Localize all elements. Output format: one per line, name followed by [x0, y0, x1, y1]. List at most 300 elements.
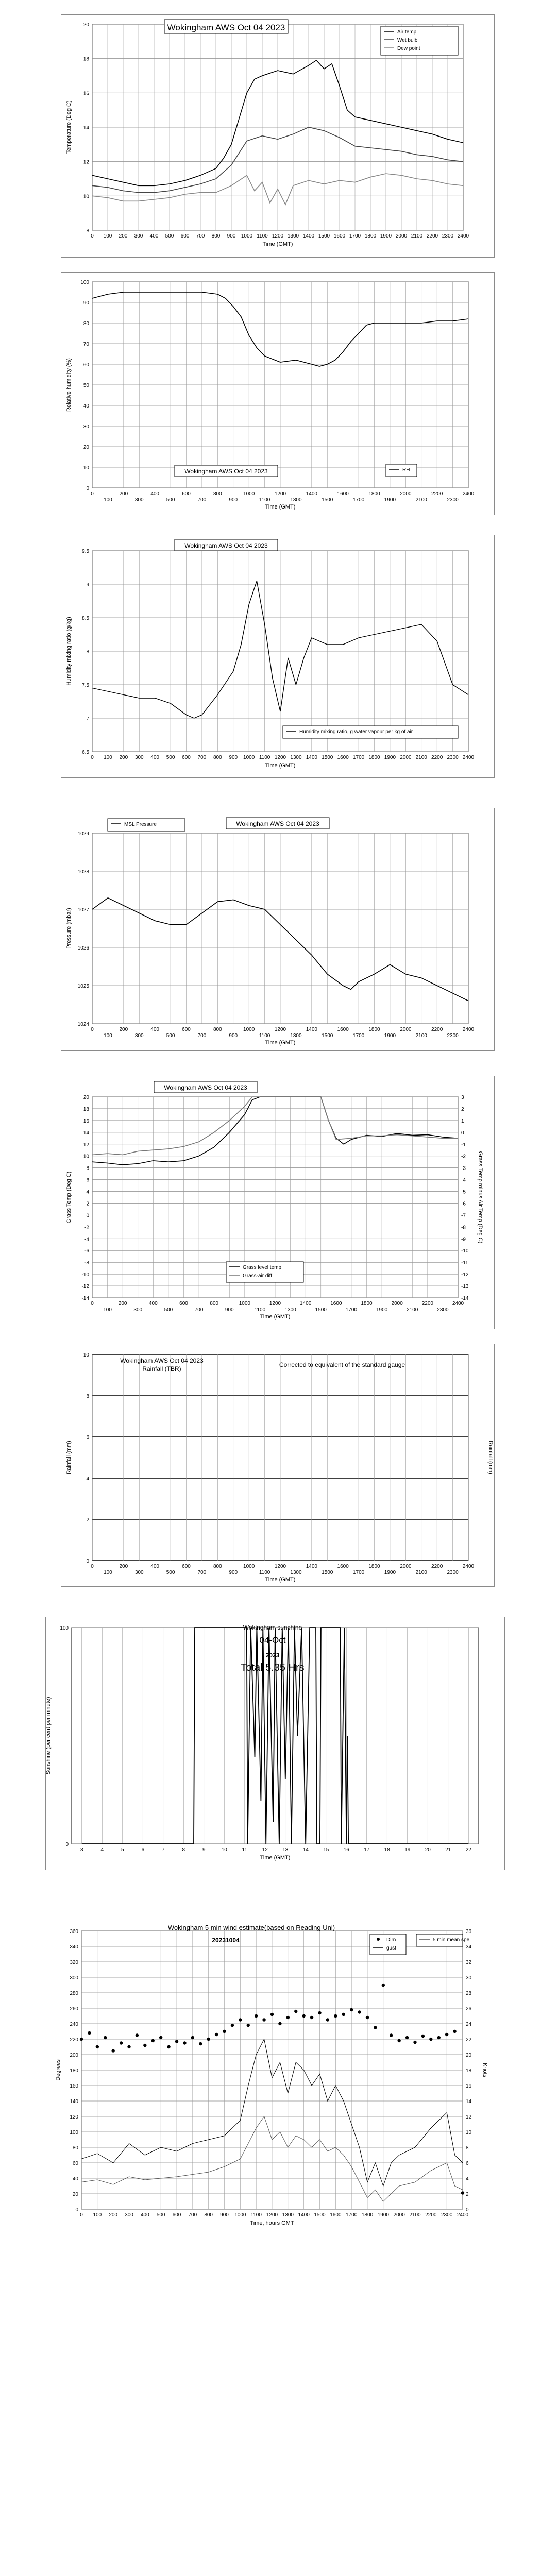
y-tick-label: 20 — [72, 2192, 78, 2197]
x-tick-label: 2300 — [447, 497, 459, 503]
data-point — [366, 2016, 369, 2019]
x-tick-label: 20 — [425, 1847, 431, 1853]
y2-tick-label: -8 — [461, 1225, 466, 1231]
data-point — [270, 2013, 274, 2016]
x-tick-label: 200 — [119, 755, 128, 760]
x-tick-label: 800 — [211, 233, 221, 239]
y-tick-label: 7 — [86, 716, 89, 722]
y2-tick-label: 2 — [461, 1106, 464, 1112]
x-tick-label: 1100 — [254, 1307, 266, 1313]
y-tick-label: 10 — [83, 194, 89, 200]
x-tick-label: 800 — [204, 2212, 213, 2218]
y-tick-label: 0 — [75, 2207, 78, 2213]
data-point — [358, 2010, 361, 2013]
x-axis-label: Time, hours GMT — [250, 2220, 294, 2226]
mixing-ratio-chart-svg — [61, 535, 494, 777]
x-tick-label: 1000 — [243, 1564, 255, 1569]
x-tick-label: 100 — [104, 755, 112, 760]
y-tick-label: 80 — [83, 321, 89, 327]
x-tick-label: 2400 — [452, 1301, 464, 1307]
y-tick-label: 8 — [86, 1394, 89, 1399]
x-tick-label: 1800 — [368, 1027, 380, 1032]
y2-tick-label: 2 — [466, 2192, 469, 2197]
x-tick-label: 1000 — [243, 491, 255, 497]
y-tick-label: 16 — [83, 91, 89, 97]
x-tick-label: 1400 — [298, 2212, 310, 2218]
x-tick-label: 700 — [188, 2212, 197, 2218]
x-tick-label: 1200 — [269, 1301, 281, 1307]
chart-title: Wokingham AWS Oct 04 2023 — [184, 542, 268, 549]
y2-tick-label: 0 — [466, 2207, 469, 2213]
y2-tick-label: -13 — [461, 1284, 469, 1290]
x-tick-label: 1600 — [337, 491, 349, 497]
pressure-chart-svg — [61, 808, 494, 1050]
data-point — [96, 2045, 99, 2048]
x-tick-label: 400 — [149, 233, 159, 239]
data-point — [445, 2033, 448, 2036]
x-tick-label: 2200 — [426, 233, 438, 239]
x-tick-label: 1800 — [361, 2212, 374, 2218]
x-tick-label: 1900 — [384, 755, 396, 760]
x-axis-label: Time (GMT) — [260, 1855, 291, 1861]
data-point — [397, 2039, 400, 2042]
x-tick-label: 1400 — [306, 1027, 317, 1032]
y2-tick-label: 1 — [461, 1118, 464, 1124]
data-point — [461, 2191, 464, 2194]
x-tick-label: 9 — [202, 1847, 206, 1853]
y2-axis-label: Grass Temp minus Air Temp (Deg C) — [477, 1151, 483, 1244]
x-tick-label: 100 — [103, 233, 112, 239]
y-tick-label: 20 — [83, 445, 89, 450]
y-tick-label: 140 — [70, 2099, 78, 2105]
y-tick-label: 1024 — [77, 1022, 89, 1027]
data-point — [88, 2031, 91, 2035]
x-tick-label: 500 — [165, 233, 174, 239]
x-tick-label: 2200 — [425, 2212, 437, 2218]
y2-tick-label: 26 — [466, 2006, 472, 2012]
x-tick-label: 400 — [150, 1564, 160, 1569]
x-tick-label: 1400 — [306, 491, 317, 497]
x-tick-label: 2400 — [462, 1564, 475, 1569]
y-tick-label: 18 — [83, 56, 89, 62]
y2-tick-label: -3 — [461, 1165, 466, 1172]
y-tick-label: 8 — [86, 228, 89, 234]
x-tick-label: 2200 — [431, 755, 443, 760]
x-tick-label: 2000 — [393, 2212, 405, 2218]
y-tick-label: 40 — [72, 2176, 78, 2182]
y-tick-label: 6 — [86, 1435, 89, 1440]
y-tick-label: 8 — [86, 649, 89, 655]
y-tick-label: -12 — [81, 1284, 89, 1290]
data-point — [167, 2045, 170, 2048]
x-tick-label: 1500 — [322, 1570, 333, 1575]
x-tick-label: 1100 — [257, 233, 268, 239]
x-tick-label: 0 — [80, 2212, 83, 2218]
x-tick-label: 1900 — [380, 233, 392, 239]
total-line: Total 5.35 Hrs — [241, 1662, 305, 1673]
x-tick-label: 700 — [197, 755, 207, 760]
y-axis-label: Relative humidity (%) — [66, 358, 72, 412]
y-tick-label: 70 — [83, 342, 89, 347]
legend-left — [370, 1934, 406, 1955]
x-tick-label: 5 — [121, 1847, 124, 1853]
data-point — [136, 2033, 139, 2037]
y-tick-label: -6 — [84, 1248, 89, 1255]
data-point — [286, 2016, 290, 2019]
x-tick-label: 500 — [166, 1570, 175, 1575]
x-tick-label: 0 — [91, 1564, 94, 1569]
x-tick-label: 1500 — [322, 497, 333, 503]
x-tick-label: 800 — [213, 1564, 222, 1569]
y-tick-label: 60 — [83, 362, 89, 368]
y-tick-label: 160 — [70, 2083, 78, 2089]
y2-tick-label: 6 — [466, 2161, 469, 2166]
y2-tick-label: -2 — [461, 1154, 466, 1160]
chart-title-group — [154, 1081, 257, 1093]
x-tick-label: 700 — [197, 1570, 207, 1575]
legend-label: MSL Pressure — [124, 822, 157, 827]
x-tick-label: 1900 — [384, 1033, 396, 1039]
y-tick-label: 280 — [70, 1991, 78, 1996]
legend-label: 5 min mean spe — [433, 1937, 470, 1943]
y2-axis-label: Knots — [482, 2062, 488, 2078]
y-tick-label: 300 — [70, 1975, 78, 1981]
y-tick-label: 10 — [83, 465, 89, 471]
y2-tick-label: 22 — [466, 2037, 472, 2043]
legend-label: gust — [386, 1945, 396, 1951]
chart-title: Wokingham sunshine — [243, 1624, 302, 1631]
y-tick-label: 1028 — [77, 869, 89, 875]
x-tick-label: 2300 — [437, 1307, 449, 1313]
x-tick-label: 900 — [229, 755, 238, 760]
x-tick-label: 1500 — [318, 233, 330, 239]
x-tick-label: 600 — [182, 491, 191, 497]
y-tick-label: 1029 — [77, 831, 89, 837]
data-point — [405, 2036, 409, 2039]
y-tick-label: 90 — [83, 300, 89, 306]
chart-annotation: Corrected to equivalent of the standard gauge — [279, 1361, 405, 1368]
x-tick-label: 600 — [182, 1027, 191, 1032]
y-tick-label: 14 — [83, 125, 89, 131]
y-axis-label: Rainfall (mm) — [66, 1440, 72, 1475]
y2-tick-label: -1 — [461, 1142, 466, 1148]
x-tick-label: 1600 — [330, 2212, 342, 2218]
y-tick-label: 4 — [86, 1476, 89, 1482]
x-tick-label: 1200 — [274, 1027, 286, 1032]
x-tick-label: 200 — [118, 1301, 127, 1307]
data-point — [199, 2042, 202, 2045]
x-tick-label: 6 — [141, 1847, 145, 1853]
chart-title: Wokingham AWS Oct 04 2023 — [120, 1357, 204, 1364]
x-tick-label: 21 — [445, 1847, 451, 1853]
legend-right — [416, 1934, 470, 1946]
chart-title: Wokingham 5 min wind estimate(based on Reading Uni) — [167, 1924, 335, 1931]
y2-tick-label: -12 — [461, 1272, 469, 1278]
y2-tick-label: 16 — [466, 2083, 472, 2089]
y2-tick-label: 3 — [461, 1095, 464, 1100]
x-tick-label: 900 — [227, 233, 236, 239]
chart-title-group — [175, 465, 278, 477]
x-tick-label: 700 — [194, 1307, 204, 1313]
y-tick-label: 16 — [83, 1118, 89, 1124]
x-tick-label: 900 — [229, 1570, 238, 1575]
x-tick-label: 300 — [134, 1033, 144, 1039]
data-point — [127, 2045, 130, 2048]
x-tick-label: 7 — [161, 1847, 165, 1853]
x-tick-label: 1100 — [259, 1570, 270, 1575]
x-tick-label: 1300 — [282, 2212, 294, 2218]
x-tick-label: 2400 — [462, 1027, 475, 1032]
data-point — [183, 2041, 186, 2044]
y2-tick-label: -4 — [461, 1177, 466, 1183]
legend-label: Dew point — [397, 46, 420, 52]
y2-tick-label: 14 — [466, 2099, 472, 2105]
x-tick-label: 1800 — [361, 1301, 373, 1307]
y-tick-label: 2 — [86, 1517, 89, 1523]
y-tick-label: -14 — [81, 1296, 89, 1301]
y-tick-label: 360 — [70, 1929, 78, 1935]
x-axis-label: Time (GMT) — [265, 1577, 296, 1583]
data-point — [262, 2018, 265, 2021]
x-tick-label: 1400 — [306, 755, 317, 760]
x-tick-label: 1200 — [266, 2212, 278, 2218]
data-point — [429, 2038, 432, 2041]
grass-temp-chart — [61, 1076, 495, 1329]
y2-tick-label: 36 — [466, 1929, 472, 1935]
x-tick-label: 3 — [80, 1847, 83, 1853]
x-tick-label: 1200 — [274, 1564, 286, 1569]
x-axis-label: Time (GMT) — [265, 1040, 296, 1046]
x-tick-label: 1000 — [234, 2212, 246, 2218]
x-tick-label: 1100 — [259, 1033, 270, 1039]
x-tick-label: 0 — [91, 491, 94, 497]
y-tick-label: 240 — [70, 2022, 78, 2027]
y-tick-label: 8 — [86, 1165, 89, 1172]
legend-label: Grass-air diff — [243, 1273, 273, 1279]
y-tick-label: 6 — [86, 1177, 89, 1183]
y2-tick-label: -7 — [461, 1213, 466, 1219]
x-tick-label: 16 — [343, 1847, 349, 1853]
x-tick-label: 2300 — [442, 233, 454, 239]
x-tick-label: 300 — [134, 755, 144, 760]
y-tick-label: 260 — [70, 2006, 78, 2012]
x-tick-label: 1900 — [384, 497, 396, 503]
x-tick-label: 15 — [323, 1847, 329, 1853]
y2-tick-label: -6 — [461, 1201, 466, 1207]
mixing-ratio-chart — [61, 535, 495, 778]
chart-subtitle: 20231004 — [212, 1937, 240, 1944]
x-tick-label: 1700 — [352, 1033, 365, 1039]
x-tick-label: 1900 — [376, 1307, 388, 1313]
x-tick-label: 600 — [182, 1564, 191, 1569]
chart-title: Wokingham AWS Oct 04 2023 — [236, 820, 319, 827]
x-tick-label: 100 — [103, 1307, 112, 1313]
y2-tick-label: 12 — [466, 2114, 472, 2120]
x-tick-label: 1400 — [302, 233, 315, 239]
x-tick-label: 2000 — [400, 491, 412, 497]
x-tick-label: 2100 — [411, 233, 423, 239]
y-tick-label: 60 — [72, 2161, 78, 2166]
data-point — [350, 2008, 353, 2011]
data-point — [318, 2011, 321, 2014]
pressure-chart — [61, 808, 495, 1051]
legend-label: Wet bulb — [397, 38, 418, 43]
x-tick-label: 0 — [91, 1301, 94, 1307]
x-tick-label: 1500 — [322, 755, 333, 760]
x-tick-label: 500 — [156, 2212, 165, 2218]
y-axis-label: Temperature (Deg C) — [66, 100, 72, 154]
y-tick-label: 40 — [83, 403, 89, 409]
legend-swatch — [377, 1938, 380, 1941]
y-tick-label: 0 — [86, 1213, 89, 1219]
x-tick-label: 400 — [150, 1027, 160, 1032]
temperature-chart-svg — [61, 15, 494, 257]
x-axis-label: Time (GMT) — [260, 1314, 291, 1320]
x-tick-label: 2400 — [462, 491, 475, 497]
x-tick-label: 400 — [148, 1301, 158, 1307]
x-tick-label: 1600 — [337, 1564, 349, 1569]
x-tick-label: 600 — [172, 2212, 181, 2218]
y-tick-label: 8.5 — [82, 616, 89, 621]
x-tick-label: 0 — [91, 755, 94, 760]
x-tick-label: 1100 — [250, 2212, 262, 2218]
y-tick-label: 4 — [86, 1189, 89, 1195]
data-point — [247, 2024, 250, 2027]
x-tick-label: 2300 — [447, 1033, 459, 1039]
x-tick-label: 300 — [134, 233, 143, 239]
y-tick-label: 1026 — [77, 945, 89, 951]
x-tick-label: 900 — [229, 1033, 238, 1039]
x-tick-label: 1800 — [368, 755, 380, 760]
grass-temp-chart-svg — [61, 1076, 494, 1329]
x-tick-label: 22 — [465, 1847, 471, 1853]
y-tick-label: 0 — [86, 1558, 89, 1564]
y2-tick-label: 30 — [466, 1975, 472, 1981]
x-tick-label: 900 — [220, 2212, 229, 2218]
y-tick-label: 30 — [83, 424, 89, 430]
y-tick-label: -2 — [84, 1225, 89, 1231]
x-tick-label: 2100 — [415, 497, 427, 503]
y2-axis-label: Rainfall (mm) — [487, 1440, 494, 1475]
x-tick-label: 1800 — [368, 491, 380, 497]
x-tick-label: 1600 — [330, 1301, 342, 1307]
y-tick-label: 10 — [83, 1352, 89, 1358]
data-point — [143, 2044, 146, 2047]
chart-title-group — [175, 539, 278, 551]
x-tick-label: 1700 — [352, 755, 365, 760]
y-tick-label: 50 — [83, 383, 89, 388]
x-tick-label: 1700 — [349, 233, 361, 239]
x-tick-label: 17 — [364, 1847, 370, 1853]
x-tick-label: 300 — [125, 2212, 133, 2218]
y2-tick-label: 0 — [461, 1130, 464, 1136]
y-tick-label: 7.5 — [82, 683, 89, 688]
legend-label: Grass level temp — [243, 1265, 282, 1270]
x-tick-label: 100 — [104, 497, 112, 503]
x-tick-label: 700 — [196, 233, 205, 239]
data-point — [159, 2036, 162, 2039]
x-tick-label: 500 — [166, 497, 175, 503]
temperature-chart — [61, 14, 495, 258]
legend-box — [386, 464, 417, 477]
x-tick-label: 19 — [404, 1847, 411, 1853]
x-tick-label: 14 — [302, 1847, 309, 1853]
data-point — [111, 2049, 114, 2052]
data-point — [374, 2026, 377, 2029]
x-tick-label: 1500 — [322, 1033, 333, 1039]
y-axis-label: Humidity mixing ratio (g/kg) — [66, 617, 72, 686]
x-tick-label: 1400 — [306, 1564, 317, 1569]
data-point — [326, 2018, 329, 2021]
legend-label: RH — [402, 467, 410, 473]
x-tick-label: 2200 — [431, 491, 443, 497]
x-tick-label: 2400 — [457, 2212, 469, 2218]
x-tick-label: 2100 — [415, 1033, 427, 1039]
y-tick-label: 80 — [72, 2145, 78, 2151]
y-tick-label: 180 — [70, 2068, 78, 2074]
legend-label: Humidity mixing ratio, g water vapour per kg of air — [299, 729, 413, 735]
x-tick-label: 1700 — [345, 1307, 358, 1313]
legend — [381, 26, 458, 55]
x-tick-label: 300 — [134, 1570, 144, 1575]
x-tick-label: 800 — [213, 755, 222, 760]
y-tick-label: 18 — [83, 1106, 89, 1112]
y-tick-label: 2 — [86, 1201, 89, 1207]
y-tick-label: 100 — [70, 2130, 78, 2136]
x-tick-label: 500 — [164, 1307, 173, 1313]
y-axis-label: Degrees — [55, 2059, 61, 2081]
x-tick-label: 100 — [104, 1033, 112, 1039]
y-tick-label: 20 — [83, 22, 89, 28]
y2-tick-label: -11 — [461, 1260, 468, 1266]
x-axis-label: Time (GMT) — [265, 504, 296, 510]
legend-label: Dirn — [386, 1937, 396, 1943]
y-tick-label: 1027 — [77, 907, 89, 913]
data-point — [207, 2038, 210, 2041]
data-point — [191, 2036, 194, 2039]
sunshine-chart-svg — [46, 1617, 504, 1870]
legend — [226, 1262, 303, 1282]
x-tick-label: 1700 — [346, 2212, 358, 2218]
y2-tick-label: 18 — [466, 2068, 472, 2074]
x-axis-label: Time (GMT) — [265, 762, 296, 769]
x-tick-label: 1000 — [241, 233, 253, 239]
data-point — [382, 1984, 385, 1987]
x-tick-label: 2000 — [400, 1027, 412, 1032]
x-tick-label: 2200 — [421, 1301, 433, 1307]
x-tick-label: 1100 — [259, 497, 270, 503]
x-tick-label: 700 — [197, 1033, 207, 1039]
legend — [386, 464, 417, 477]
y2-tick-label: 24 — [466, 2022, 472, 2027]
x-tick-label: 1200 — [274, 755, 286, 760]
x-tick-label: 1500 — [315, 1307, 327, 1313]
x-tick-label: 1000 — [243, 755, 255, 760]
y-tick-label: 100 — [80, 280, 89, 285]
x-tick-label: 1500 — [314, 2212, 326, 2218]
chart-title: Wokingham AWS Oct 04 2023 — [167, 23, 285, 32]
x-tick-label: 1300 — [290, 497, 302, 503]
data-point — [223, 2030, 226, 2033]
x-tick-label: 1800 — [368, 1564, 380, 1569]
x-tick-label: 1200 — [272, 233, 284, 239]
x-tick-label: 12 — [262, 1847, 268, 1853]
y-tick-label: 340 — [70, 1944, 78, 1950]
x-tick-label: 800 — [213, 491, 222, 497]
data-point — [278, 2022, 281, 2025]
chart-subtitle: Rainfall (TBR) — [142, 1365, 181, 1372]
y2-tick-label: 8 — [466, 2145, 469, 2151]
